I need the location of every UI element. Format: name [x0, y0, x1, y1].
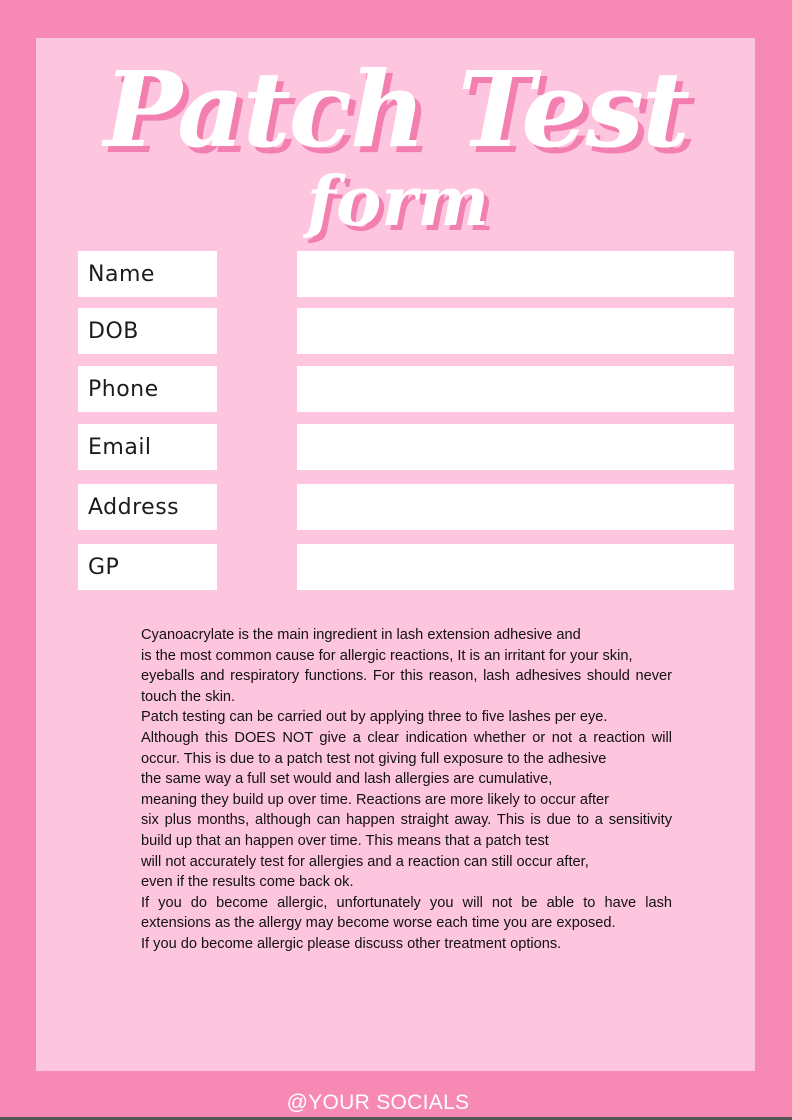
- name-label: Name: [78, 251, 217, 297]
- info-line: will not accurately test for allergies and a reaction can still occur after,: [141, 853, 589, 870]
- form-title: Patch Test: [103, 48, 689, 171]
- info-line: Patch testing can be carried out by applying three to five lashes per eye.: [141, 709, 608, 726]
- gp-field[interactable]: [297, 544, 734, 590]
- dob-label: DOB: [78, 308, 217, 354]
- info-line: Although this DOES NOT give a clear indication whether or not a reaction will occur. This is due to a patch test not giving full exposure to the adhesive: [141, 729, 672, 767]
- info-line: six plus months, although can happen straight away. This is due to a sensitivity build up that an happen over time. This means that a patch test: [141, 812, 672, 849]
- gp-label: GP: [78, 544, 217, 590]
- email-label: Email: [78, 424, 217, 470]
- phone-field[interactable]: [297, 366, 734, 412]
- info-line: If you do become allergic please discuss other treatment options.: [141, 935, 562, 952]
- address-label: Address: [78, 484, 217, 530]
- socials-footer: @YOUR SOCIALS: [286, 1091, 470, 1114]
- info-line: meaning they build up over time. Reactions are more likely to occur after: [141, 791, 610, 808]
- info-line: If you do become allergic, unfortunately you will not be able to have lash extensions as the allergy may become worse each time you are exposed.: [141, 894, 672, 932]
- info-line: is the most common cause for allergic reactions, It is an irritant for your skin,: [141, 647, 633, 664]
- patch-test-info: [141, 625, 672, 955]
- info-line: eyeballs and respiratory functions. For this reason, lash adhesives should never touch the skin.: [141, 668, 672, 705]
- dob-field[interactable]: [297, 308, 734, 354]
- phone-label: Phone: [78, 366, 217, 412]
- info-line: Cyanoacrylate is the main ingredient in lash extension adhesive and: [141, 627, 581, 643]
- email-field[interactable]: [297, 424, 734, 470]
- address-field[interactable]: [297, 484, 734, 530]
- info-line: the same way a full set would and lash allergies are cumulative,: [141, 771, 553, 788]
- name-field[interactable]: [297, 251, 734, 297]
- info-line: even if the results come back ok.: [141, 874, 354, 891]
- form-subtitle: form: [306, 162, 490, 242]
